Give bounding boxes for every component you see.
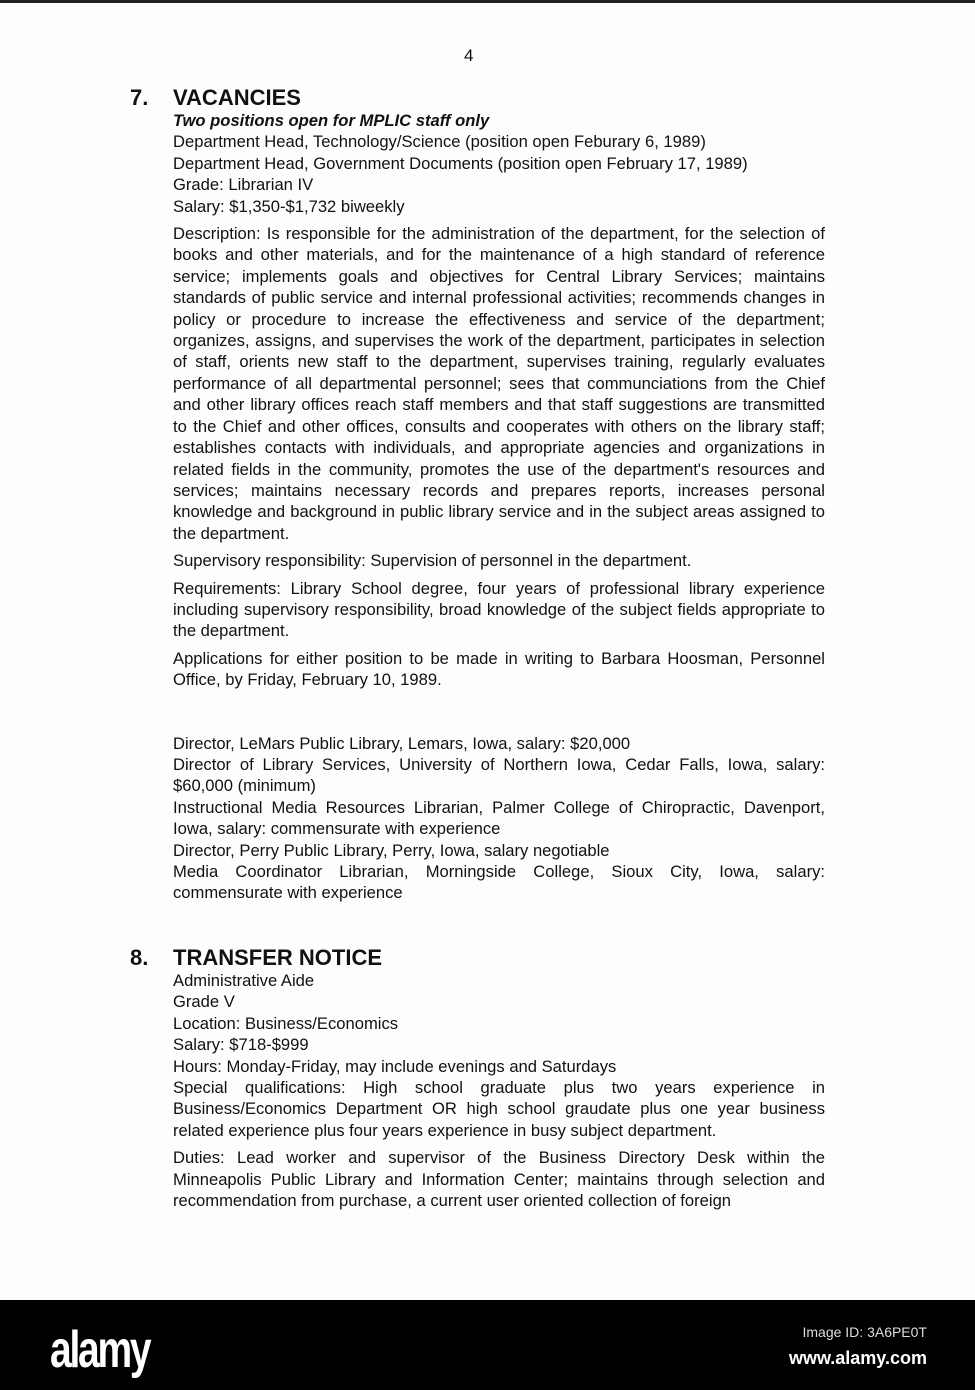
position: Director of Library Services, University of Northern Iowa, Cedar Falls, Iowa, salary: $60,000 (minimum)	[173, 754, 825, 796]
supervisory: Supervisory responsibility: Supervision of personnel in the department.	[173, 551, 692, 571]
watermark-url: www.alamy.com	[788, 1348, 927, 1368]
line: Grade: Librarian IV	[173, 175, 314, 195]
image-id: Image ID: 3A6PE0T	[802, 1324, 927, 1340]
watermark-bar	[0, 1300, 975, 1390]
qualifications: Special qualifications: High school graduate plus two years experience in Business/Economics Department OR high school graudate plus one year business related experience plus four years experience in busy subject department.	[173, 1078, 825, 1140]
position: Director, Perry Public Library, Perry, Iowa, salary negotiable	[173, 840, 610, 860]
description: Description: Is responsible for the administration of the department, for the selection of books and other materials, and for the maintenance of a high standard of reference service; implements goals and objectives for Central Library Services; maintains standards of public service and internal professional activities; recommends changes in policy or procedure to increase the effectiveness and service of the department; organizes, assigns, and supervises the work of the department, participates in selection of staff, orients new staff to the department, supervises training, regularly evaluates performance of all departmental personnel; sees that communciations from the Chief and other library offices reach staff members and that staff suggestions are transmitted to the Chief and other offices, consults and cooperates with others on the library staff; establishes contacts with individuals, and appropriate agencies and organizations in related fields in the community, promotes the use of the department's resources and services; maintains necessary records and prepares reports, increases personal knowledge and background in public library service and in the subject areas assigned to the department.	[173, 224, 825, 543]
position: Instructional Media Resources Librarian, Palmer College of Chiropractic, Davenport, Iowa, salary: commensurate with experience	[173, 797, 825, 839]
section-heading	[130, 946, 830, 970]
section-title: TRANSFER NOTICE	[173, 945, 382, 970]
section-number: 8.	[130, 945, 149, 970]
position: Media Coordinator Librarian, Morningside College, Sioux City, Iowa, salary: commensurate with experience	[173, 862, 825, 903]
line: Location: Business/Economics	[173, 1013, 399, 1033]
duties: Duties: Lead worker and supervisor of the Business Directory Desk within the Minneapolis Public Library and Information Center; maintains through selection and recommendation from purchase, a current user oriented collection of foreign	[173, 1148, 825, 1211]
line: Grade V	[173, 992, 235, 1012]
line: Salary: $718-$999	[173, 1035, 309, 1055]
line: Administrative Aide	[173, 971, 315, 990]
scan-edge	[0, 0, 975, 3]
alamy-logo: alamy	[50, 1321, 150, 1379]
line: Department Head, Technology/Science (position open Feburary 6, 1989)	[173, 132, 706, 152]
requirements: Requirements: Library School degree, four years of professional library experience including supervisory responsibility, broad knowledge of the subject fields appropriate to the department.	[173, 578, 825, 641]
page-number: 4	[464, 46, 474, 65]
section-number: 7.	[130, 85, 149, 110]
position: Director, LeMars Public Library, Lemars, Iowa, salary: $20,000	[173, 733, 631, 753]
vacancies-section	[130, 86, 830, 904]
line: Department Head, Government Documents (position open February 17, 1989)	[173, 153, 748, 173]
subtitle: Two positions open for MPLIC staff only	[173, 111, 490, 130]
line: Hours: Monday-Friday, may include evenings and Saturdays	[173, 1056, 617, 1076]
section-heading	[130, 86, 830, 110]
transfer-section	[130, 946, 830, 1211]
section-title: VACANCIES	[173, 85, 301, 110]
line: Salary: $1,350-$1,732 biweekly	[173, 196, 405, 216]
applications: Applications for either position to be made in writing to Barbara Hoosman, Personnel Office, by Friday, February 10, 1989.	[173, 648, 825, 690]
